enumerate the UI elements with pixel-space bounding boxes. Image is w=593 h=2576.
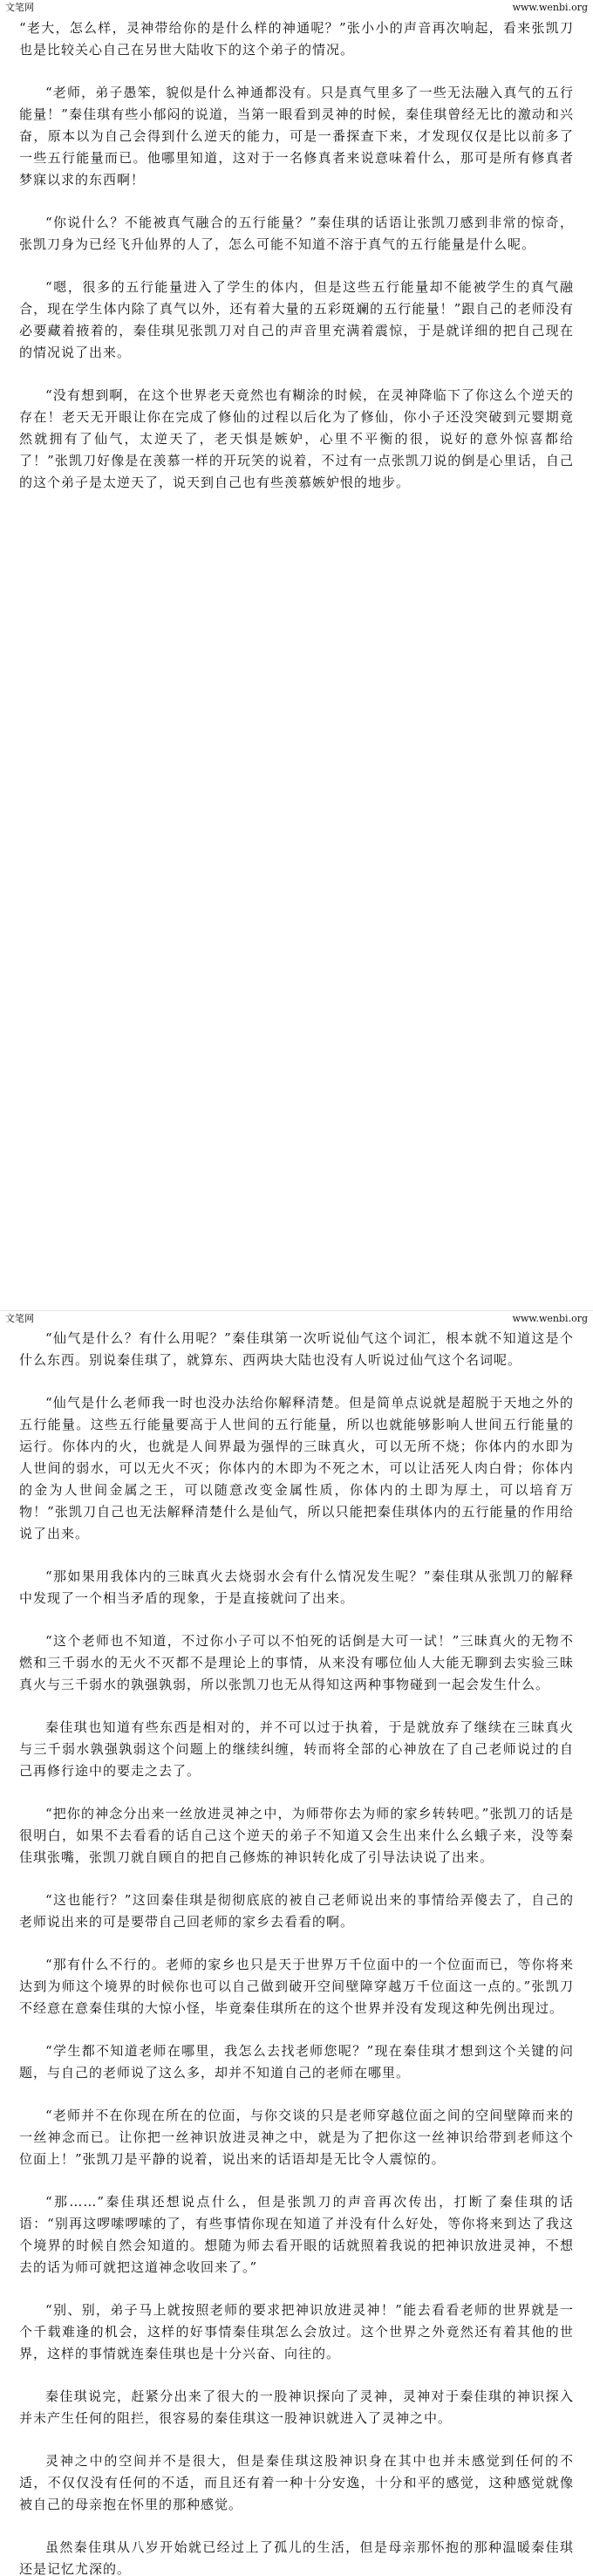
paragraph: “那如果用我体内的三昧真火去烧弱水会有什么情况发生呢？”秦佳琪从张凯刀的解释中发现了一个相当矛盾的现象，于是直接就问了出来。 bbox=[19, 1568, 574, 1606]
site-name: 文笔网 bbox=[5, 1313, 34, 1324]
paragraph: “仙气是什么老师我一时也没办法给你解释清楚。但是简单点说就是超脱于天地之外的五行能量。这些五行能量要高于人世间的五行能量，所以也就能够影响人世间五行能量的运行。你体内的火，也就是人间界最为强悍的三昧真火，可以无所不烧；你体内的水即为人世间的弱水，可以无火不灭；你体内的木即为不死之木，可以让活死人肉白骨；你体内的金为人世间金属之王，可以随意改变金属性质，你体内的土即为厚土，可以培育万物！”张凯刀自己也无法解释清楚什么是仙气，所以只能把秦佳琪体内的五行能量的作用给说了出来。 bbox=[19, 1395, 574, 1541]
paragraph: “老大，怎么样，灵神带给你的是什么样的神通呢？”张小小的声音再次响起，看来张凯刀也是比较关心自己在另世大陆收下的这个弟子的情况。 bbox=[19, 20, 574, 58]
site-url[interactable]: www.wenbi.org bbox=[512, 2, 588, 13]
paragraph: 灵神之中的空间并不是很大，但是秦佳琪这股神识身在其中也并未感觉到任何的不适，不仅仅没有任何的不适，而且还有着一种十分安逸，十分和平的感觉，这种感觉就像被自己的母亲抱在怀里的那种感觉。 bbox=[19, 2453, 574, 2512]
paragraph: 虽然秦佳琪从八岁开始就已经过上了孤儿的生活，但是母亲那怀抱的那种温暖秦佳琪还是记忆尤深的。 bbox=[19, 2539, 574, 2576]
paragraph: 秦佳琪也知道有些东西是相对的，并不可以过于执着，于是就放弃了继续在三昧真火与三千弱水孰强孰弱这个问题上的继续纠缠，转而将全部的心神放在了自己老师说过的自己再修行途中的要走之去了。 bbox=[19, 1719, 574, 1779]
paragraph: “把你的神念分出来一丝放进灵神之中，为师带你去为师的家乡转转吧。”张凯刀的话是很明白，如果不去看看的话自己这个逆天的弟子不知道又会生出来什么幺蛾子来，没等秦佳琪张嘴，张凯刀就自顾自的把自己修炼的神识转化成了引导法诀说了出来。 bbox=[19, 1806, 574, 1865]
paragraph: “老师，弟子愚笨，貌似是什么神通都没有。只是真气里多了一些无法融入真气的五行能量！”秦佳琪有些小郁闷的说道，当第一眼看到灵神的时候，秦佳琪曾经无比的激动和兴奋，原本以为自己会得到什么逆天的能力，可是一番探查下来，才发现仅仅是比以前多了一些五行能量而已。他哪里知道，这对于一名修真者来说意味着什么，那可是所有修真者梦寐以求的东西啊！ bbox=[19, 85, 574, 188]
chapter-text bbox=[0, 1326, 593, 2576]
paragraph: “没有想到啊，在这个世界老天竟然也有糊涂的时候，在灵神降临下了你这么个逆天的存在！老天无开眼让你在完成了修仙的过程以后化为了修仙，你小子还没突破到元婴期竟然就拥有了仙气，太逆天了，老天惧是嫉妒，心里不平衡的很，说好的意外惊喜都给了！”张凯刀好像是在羡慕一样的开玩笑的说着，不过有一点张凯刀说的倒是心里话，自己的这个弟子是太逆天了，说天到自己也有些羡慕嫉妒恨的地步。 bbox=[19, 387, 574, 490]
paragraph: 秦佳琪说完，赶紧分出来了很大的一股神识探向了灵神，灵神对于秦佳琪的神识探入并未产生任何的阻拦，很容易的秦佳琪这一股神识就进入了灵神之中。 bbox=[19, 2388, 574, 2426]
paragraph: “那有什么不行的。老师的家乡也只是天于世界万千位面中的一个位面而已，等你将来达到为师这个境界的时候你也可以自己做到破开空间壁障穿越万千位面这一点的。”张凯刀不经意在意秦佳琪的大惊小怪，毕竟秦佳琪所在的这个世界并没有发现这种先例出现过。 bbox=[19, 1957, 574, 2016]
site-url[interactable]: www.wenbi.org bbox=[512, 1313, 588, 1324]
paragraph: “这也能行？”这回秦佳琪是彻彻底底的被自己老师说出来的事情给弄傻去了，自己的老师说出来的可是要带自己回老师的家乡去看看的啊。 bbox=[19, 1892, 574, 1930]
paragraph: “嗯，很多的五行能量进入了学生的体内，但是这些五行能量却不能被学生的真气融合，现在学生体内除了真气以外，还有着大量的五彩斑斓的五行能量！”跟自己的老师没有必要藏着掖着的，秦佳琪见张凯刀对自己的声音里充满着震惊，于是就详细的把自己现在的情况说了出来。 bbox=[19, 279, 574, 360]
paragraph: “你说什么？不能被真气融合的五行能量？”秦佳琪的话语让张凯刀感到非常的惊奇，张凯刀身为已经飞升仙界的人了，怎么可能不知道不溶于真气的五行能量是什么呢。 bbox=[19, 215, 574, 252]
paragraph: “仙气是什么？有什么用呢？”秦佳琪第一次听说仙气这个词汇，根本就不知道这是个什么东西。别说秦佳琪了，就算东、西两块大陆也没有人听说过仙气这个名词呢。 bbox=[19, 1330, 574, 1368]
paragraph: “别、别，弟子马上就按照老师的要求把神识放进灵神！”能去看看老师的世界就是一个千载难逢的机会，这样的好事情秦佳琪怎么会放过。这个世界之外竟然还有着其他的世界，这样的事情就连秦佳琪也是十分兴奋、向往的。 bbox=[19, 2302, 574, 2361]
paragraph: “那……”秦佳琪还想说点什么，但是张凯刀的声音再次传出，打断了秦佳琪的话语：“别再这啰嗦啰嗦的了，有些事情你现在知道了并没有什么好处，等你将来到达了我这个境界的时候自然会知道的。想随为师去看开眼的话就照着我说的把神识放进灵神，不想去的话为师可就把这道神念收回来了。” bbox=[19, 2194, 574, 2275]
paragraph: “这个老师也不知道，不过你小子可以不怕死的话倒是大可一试！”三昧真火的无物不燃和三千弱水的无火不灭都不是理论上的事情，从来没有哪位仙人大能无聊到去实验三昧真火与三千弱水的孰强孰弱，所以张凯刀也无从得知这两种事物碰到一起会发生什么。 bbox=[19, 1633, 574, 1692]
paragraph: “老师并不在你现在所在的位面，与你交谈的只是老师穿越位面之间的空间壁障而来的一丝神念而已。让你把一丝神识放进灵神之中，就是为了把你这一丝神识给带到老师这个位面上！”张凯刀是平静的说着，说出来的话语却是无比令人震惊的。 bbox=[19, 2108, 574, 2167]
page-2 bbox=[0, 1310, 593, 2576]
site-header bbox=[0, 1310, 593, 1326]
site-header bbox=[0, 0, 593, 16]
chapter-text bbox=[0, 16, 593, 494]
paragraph: “学生都不知道老师在哪里，我怎么去找老师您呢？”现在秦佳琪才想到这个关键的问题，与自己的老师说了这么多，却并不知道自己的老师在哪里。 bbox=[19, 2043, 574, 2081]
site-name: 文笔网 bbox=[5, 2, 34, 13]
